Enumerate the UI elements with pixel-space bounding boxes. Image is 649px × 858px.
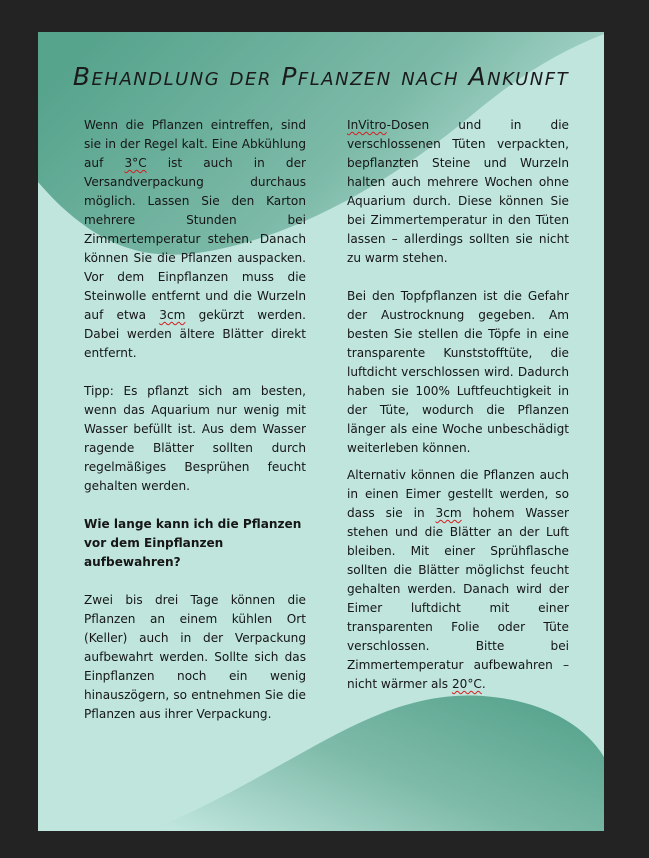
invitro-paragraph: InVitro-Dosen und in die verschlossenen Tüten verpackten, bepflanzten Steine und Wurzeln halten auch mehrere Wochen ohne Aquarium durch. Diese können Sie bei Zimmertemperatur in den Tüten lassen – allerdings sollten sie nicht zu warm stehen. bbox=[347, 118, 569, 265]
pot-plants-paragraph: Bei den Topfpflanzen ist die Gefahr der Austrocknung gegeben. Am besten Sie stellen die Töpfe in eine transparente Kunststofftüte, die luftdicht verschlossen wird. Dadurch haben sie 100% Luftfeuchtigkeit in der Tüte, wodurch die Pflanzen länger als eine Woche unbeschädigt weiterleben können. bbox=[347, 289, 569, 455]
spellcheck-word[interactable]: InVitro bbox=[347, 118, 387, 132]
tip-paragraph: Tipp: Es pflanzt sich am besten, wenn das Aquarium nur wenig mit Wasser befüllt ist. Aus dem Wasser ragende Blätter sollten durch regelmäßiges Besprühen feucht gehalten werden. bbox=[84, 384, 306, 493]
spellcheck-word[interactable]: 3cm bbox=[435, 506, 462, 520]
bucket-paragraph: Alternativ können die Pflanzen auch in einen Eimer gestellt werden, so dass sie in 3cm hohem Wasser stehen und die Blätter an der Luft bleiben. Mit einer Sprühflasche sollten die Blätter möglichst feucht gehalten werden. Danach wird der Eimer luftdicht mit einer transparenten Folie oder Tüte verschlossen. Bitte bei Zimmertemperatur aufbewahren – nicht wärmer als 20°C. bbox=[347, 468, 569, 691]
spellcheck-word[interactable]: 3°C bbox=[124, 156, 147, 170]
section-heading: Wie lange kann ich die Pflanzen vor dem Einpflanzen aufbewahren? bbox=[84, 517, 302, 569]
spellcheck-word[interactable]: 20°C bbox=[451, 677, 482, 691]
page-title: Behandlung der Pflanzen nach Ankunft bbox=[72, 62, 570, 91]
intro-paragraph: Wenn die Pflanzen eintreffen, sind sie in der Regel kalt. Eine Abkühlung auf 3°C ist auch in der Versandverpackung durchaus möglich. Lassen Sie den Karton mehrere Stunden bei Zimmertemperatur stehen. Danach können Sie die Pflanzen auspacken. Vor dem Einpflanzen muss die Steinwolle entfernt und die Wurzeln auf etwa 3cm gekürzt werden. Dabei werden ältere Blätter direkt entfernt. bbox=[84, 118, 306, 360]
spellcheck-word[interactable]: 3cm bbox=[159, 308, 186, 322]
left-column bbox=[84, 116, 306, 743]
document-page bbox=[38, 32, 604, 831]
right-column bbox=[347, 116, 569, 713]
storage-paragraph: Zwei bis drei Tage können die Pflanzen an einem kühlen Ort (Keller) auch in der Verpackung aufbewahrt werden. Sollte sich das Einpflanzen noch ein wenig hinauszögern, so entnehmen Sie die Pflanzen aus ihrer Verpackung. bbox=[84, 593, 306, 721]
